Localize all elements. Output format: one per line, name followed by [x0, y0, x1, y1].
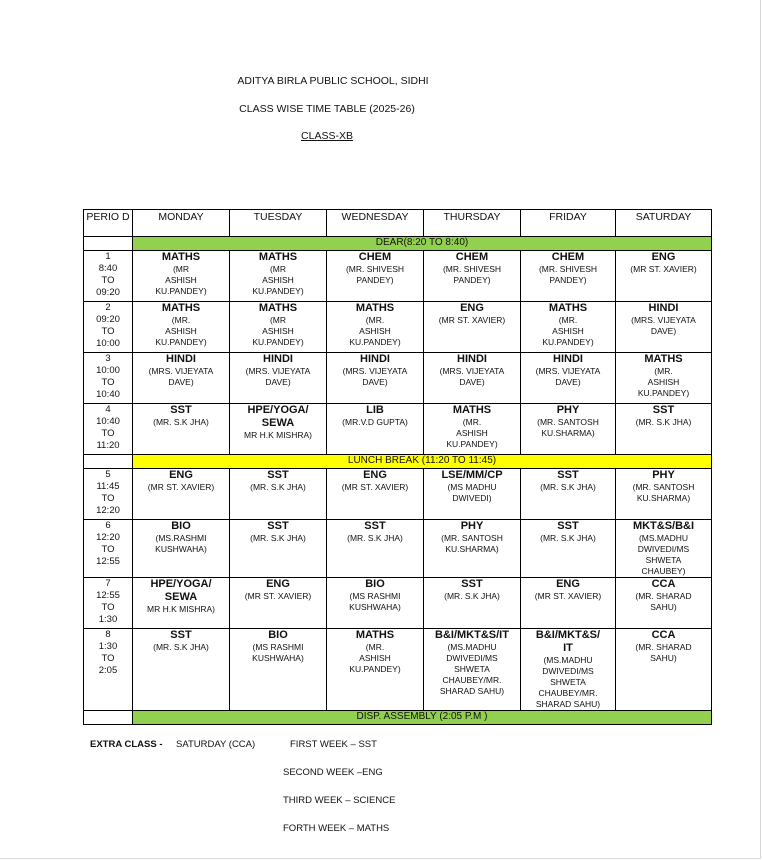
teacher: (MR. S.K JHA) [635, 417, 692, 427]
teacher: (MS.MADHU DWIVEDI/MS SHWETA CHAUBEY/MR. SHARAD SAHU) [439, 642, 505, 696]
table-row [84, 469, 712, 520]
period-cell: 6 12:20 TO 12:55 [84, 520, 133, 578]
timetable-body [84, 237, 712, 725]
class-cell [616, 520, 712, 578]
period-cell: 2 09:20 TO 10:00 [84, 302, 133, 353]
class-cell [521, 302, 616, 353]
subject: PHY [556, 404, 580, 416]
class-cell [616, 629, 712, 711]
class-cell [327, 251, 424, 302]
teacher: (MR. SHARAD SAHU) [635, 642, 692, 663]
lunch-band: LUNCH BREAK (11:20 TO 11:45) [133, 455, 712, 469]
teacher: (MR ST. XAVIER) [147, 482, 215, 492]
subject: BIO [268, 629, 288, 641]
col-period: PERIO D [84, 210, 133, 237]
teacher: (MR. ASHISH KU.PANDEY) [446, 417, 498, 449]
class-cell [133, 629, 230, 711]
teacher: (MR.V.D GUPTA) [342, 417, 408, 427]
teacher: (MS.MADHU DWIVEDI/MS SHWETA CHAUBEY/MR. SHARAD SAHU) [535, 655, 601, 709]
teacher: (MRS. VIJEYATA DAVE) [342, 366, 408, 387]
teacher: (MR ST. XAVIER) [341, 482, 409, 492]
class-name: CLASS-XB [301, 130, 353, 142]
subject: MATHS [258, 251, 298, 263]
teacher: (MRS. VIJEYATA DAVE) [535, 366, 601, 387]
subject: MATHS [548, 302, 588, 314]
teacher: (MR. SHIVESH PANDEY) [442, 264, 502, 285]
class-cell [133, 578, 230, 629]
week-4: FORTH WEEK – MATHS [283, 823, 390, 834]
subject: MATHS [355, 629, 395, 641]
table-row [84, 629, 712, 711]
period-cell: 1 8:40 TO 09:20 [84, 251, 133, 302]
lunch-band-row [84, 455, 712, 469]
table-row [84, 251, 712, 302]
class-cell [521, 404, 616, 455]
class-cell [230, 629, 327, 711]
class-cell [327, 302, 424, 353]
timetable [83, 209, 712, 725]
col-friday: FRIDAY [521, 210, 616, 237]
class-cell [133, 302, 230, 353]
subject: CCA [651, 578, 676, 590]
teacher: (MR. ASHISH KU.PANDEY) [349, 315, 401, 347]
teacher: (MR. S.K JHA) [250, 533, 306, 543]
teacher: (MR. SHIVESH PANDEY) [345, 264, 405, 285]
teacher: (MR. SANTOSH KU.SHARMA) [441, 533, 503, 554]
class-cell [133, 520, 230, 578]
class-cell [327, 578, 424, 629]
extra-class-day: SATURDAY (CCA) [176, 739, 256, 750]
subject: ENG [363, 469, 387, 481]
teacher: (MR. S.K JHA) [250, 482, 306, 492]
subject: HINDI [166, 353, 196, 365]
subject: B&I/MKT&S/ IT [535, 629, 601, 654]
teacher: (MR. SANTOSH KU.SHARMA) [632, 482, 695, 503]
subject: MATHS [258, 302, 298, 314]
subject: HINDI [263, 353, 293, 365]
class-cell [424, 578, 521, 629]
teacher: (MR. ASHISH KU.PANDEY) [542, 315, 594, 347]
class-cell [616, 251, 712, 302]
subject: HPE/YOGA/ SEWA [247, 404, 309, 429]
class-cell [133, 251, 230, 302]
dispersal-band: DISP. ASSEMBLY (2:05 P.M ) [133, 711, 712, 725]
subject: SST [170, 629, 192, 641]
subject: MKT&S/B&I [632, 520, 695, 532]
subject: SST [267, 469, 289, 481]
teacher: (MS.MADHU DWIVEDI/MS SHWETA CHAUBEY) [637, 533, 690, 576]
col-monday: MONDAY [133, 210, 230, 237]
table-row [84, 404, 712, 455]
subject: ENG [169, 469, 193, 481]
teacher: (MR. ASHISH KU.PANDEY) [349, 642, 401, 674]
class-cell [133, 404, 230, 455]
subject: MATHS [161, 251, 201, 263]
class-cell [616, 353, 712, 404]
subject: LIB [366, 404, 384, 416]
dispersal-band-row [84, 711, 712, 725]
teacher: (MR ASHISH KU.PANDEY) [252, 315, 304, 347]
teacher: (MS RASHMI KUSHWAHA) [252, 642, 304, 663]
week-2: SECOND WEEK –ENG [283, 767, 383, 778]
subject: ENG [460, 302, 484, 314]
lunch-band-period-cell [84, 455, 133, 469]
col-saturday: SATURDAY [616, 210, 712, 237]
class-cell [230, 469, 327, 520]
subject: HINDI [553, 353, 583, 365]
class-cell [521, 469, 616, 520]
dispersal-band-period-cell [84, 711, 133, 725]
class-cell [521, 520, 616, 578]
class-cell [521, 578, 616, 629]
subject: B&I/MKT&S/IT [435, 629, 509, 641]
subject: CHEM [455, 251, 489, 263]
subject: LSE/MM/CP [441, 469, 503, 481]
subject: CHEM [358, 251, 392, 263]
period-cell: 5 11:45 TO 12:20 [84, 469, 133, 520]
class-cell [424, 520, 521, 578]
subject: HINDI [360, 353, 390, 365]
table-row [84, 302, 712, 353]
col-thursday: THURSDAY [424, 210, 521, 237]
class-cell [230, 520, 327, 578]
week-3: THIRD WEEK – SCIENCE [283, 795, 396, 806]
subject: MATHS [161, 302, 201, 314]
class-cell [230, 251, 327, 302]
teacher: (MRS. VIJEYATA DAVE) [631, 315, 696, 336]
teacher: (MR. ASHISH KU.PANDEY) [637, 366, 690, 398]
class-cell [616, 404, 712, 455]
class-cell [424, 469, 521, 520]
teacher: (MR. S.K JHA) [540, 482, 596, 492]
subject: HPE/YOGA/ SEWA [150, 578, 212, 603]
class-cell [230, 404, 327, 455]
subject: BIO [365, 578, 385, 590]
table-row [84, 578, 712, 629]
teacher: MR H.K MISHRA) [147, 604, 215, 614]
dear-band-period-cell [84, 237, 133, 251]
period-cell: 4 10:40 TO 11:20 [84, 404, 133, 455]
class-cell [230, 302, 327, 353]
class-cell [230, 578, 327, 629]
class-cell [327, 469, 424, 520]
teacher: (MR ASHISH KU.PANDEY) [252, 264, 304, 296]
teacher: (MR. SANTOSH KU.SHARMA) [537, 417, 599, 438]
teacher: (MR. S.K JHA) [347, 533, 403, 543]
class-cell [424, 629, 521, 711]
class-cell [616, 302, 712, 353]
teacher: (MR ST. XAVIER) [630, 264, 697, 274]
teacher: (MR ST. XAVIER) [534, 591, 602, 601]
class-cell [616, 578, 712, 629]
timetable-title: CLASS WISE TIME TABLE (2025-26) [239, 103, 415, 115]
dear-band: DEAR(8:20 TO 8:40) [133, 237, 712, 251]
class-cell [133, 353, 230, 404]
dear-band-row [84, 237, 712, 251]
teacher: (MR ST. XAVIER) [438, 315, 506, 325]
class-cell [424, 251, 521, 302]
teacher: (MR. ASHISH KU.PANDEY) [155, 315, 207, 347]
period-cell: 7 12:55 TO 1:30 [84, 578, 133, 629]
class-cell [327, 520, 424, 578]
teacher: (MRS. VIJEYATA DAVE) [245, 366, 311, 387]
subject: CHEM [551, 251, 585, 263]
teacher: (MR. S.K JHA) [540, 533, 596, 543]
subject: ENG [556, 578, 580, 590]
subject: PHY [460, 520, 484, 532]
col-tuesday: TUESDAY [230, 210, 327, 237]
class-cell [424, 302, 521, 353]
header-row [84, 210, 712, 237]
period-cell: 8 1:30 TO 2:05 [84, 629, 133, 711]
teacher: (MR. S.K JHA) [444, 591, 500, 601]
subject: SST [170, 404, 192, 416]
teacher: (MS MADHU DWIVEDI) [447, 482, 497, 503]
teacher: (MS.RASHMI KUSHWAHA) [155, 533, 207, 554]
table-row [84, 520, 712, 578]
subject: CCA [651, 629, 676, 641]
class-cell [327, 404, 424, 455]
teacher: (MR. SHARAD SAHU) [635, 591, 692, 612]
extra-class-label: EXTRA CLASS - [90, 739, 163, 750]
class-cell [424, 404, 521, 455]
teacher: (MR. S.K JHA) [153, 642, 209, 652]
teacher: (MRS. VIJEYATA DAVE) [148, 366, 214, 387]
teacher: MR H.K MISHRA) [244, 430, 312, 440]
school-name: ADITYA BIRLA PUBLIC SCHOOL, SIDHI [237, 75, 429, 87]
period-cell: 3 10:00 TO 10:40 [84, 353, 133, 404]
subject: SST [557, 520, 579, 532]
col-wednesday: WEDNESDAY [327, 210, 424, 237]
subject: SST [652, 404, 675, 416]
subject: MATHS [644, 353, 683, 365]
class-cell [424, 353, 521, 404]
teacher: (MR. S.K JHA) [153, 417, 209, 427]
subject: SST [461, 578, 483, 590]
teacher: (MS RASHMI KUSHWAHA) [349, 591, 401, 612]
class-cell [521, 251, 616, 302]
subject: BIO [171, 520, 191, 532]
class-cell [327, 629, 424, 711]
class-cell [327, 353, 424, 404]
teacher: (MR ST. XAVIER) [244, 591, 312, 601]
subject: ENG [266, 578, 290, 590]
teacher: (MR ASHISH KU.PANDEY) [155, 264, 207, 296]
subject: HINDI [457, 353, 487, 365]
subject: ENG [651, 251, 676, 263]
class-cell [521, 353, 616, 404]
class-cell [521, 629, 616, 711]
table-row [84, 353, 712, 404]
subject: PHY [652, 469, 675, 481]
teacher: (MR. SHIVESH PANDEY) [538, 264, 598, 285]
subject: MATHS [452, 404, 492, 416]
subject: SST [364, 520, 386, 532]
class-cell [133, 469, 230, 520]
teacher: (MRS. VIJEYATA DAVE) [439, 366, 505, 387]
subject: HINDI [648, 302, 679, 314]
class-cell [616, 469, 712, 520]
class-cell [230, 353, 327, 404]
subject: SST [557, 469, 579, 481]
subject: SST [267, 520, 289, 532]
week-1: FIRST WEEK – SST [290, 739, 377, 750]
subject: MATHS [355, 302, 395, 314]
